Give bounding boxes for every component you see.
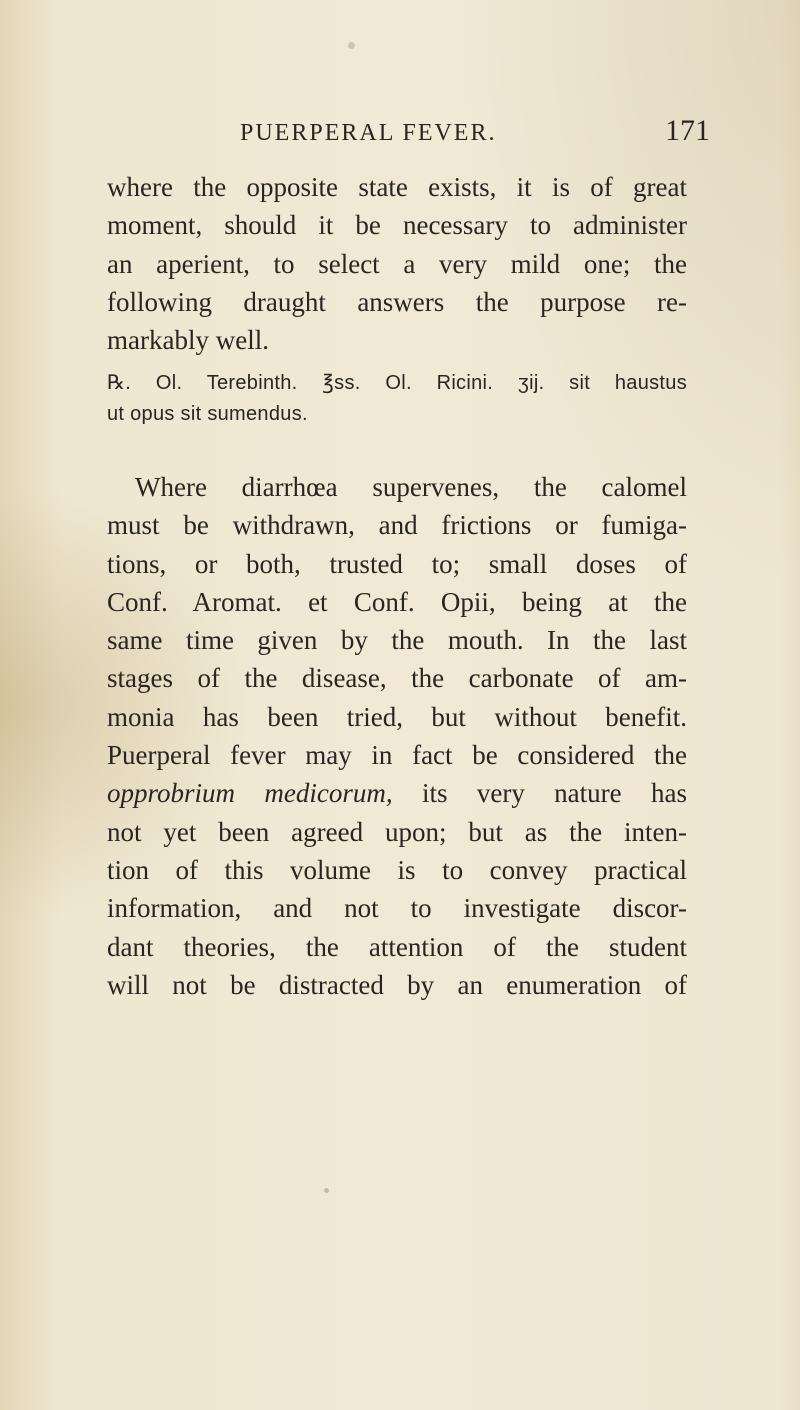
text-fragment: its very nature has <box>392 778 687 809</box>
page-number: 171 <box>665 114 710 147</box>
prescription-line: ut opus sit sumendus. <box>107 403 308 425</box>
text-line: stages of the disease, the carbonate of am- <box>107 663 687 694</box>
paragraph-2 <box>107 468 687 1004</box>
text-line: will not be distracted by an enumeration of <box>107 969 687 1000</box>
text-line: where the opposite state exists, it is of great <box>107 172 687 202</box>
text-line: dant theories, the attention of the student <box>107 931 687 962</box>
text-line: Puerperal fever may in fact be considered the <box>107 740 687 771</box>
text-line: Where diarrhœa supervenes, the calomel <box>135 472 687 502</box>
text-line: markably well. <box>107 325 269 356</box>
ink-spot <box>348 42 355 49</box>
running-head: PUERPERAL FEVER. <box>240 120 497 146</box>
paragraph-1 <box>107 168 687 359</box>
text-line: moment, should it be necessary to administer <box>107 210 687 241</box>
text-line: information, and not to investigate discor- <box>107 893 687 924</box>
text-line: must be withdrawn, and frictions or fumiga- <box>107 510 687 541</box>
prescription-line: ℞. Ol. Terebinth. ℥ss. Ol. Ricini. ʒij. sit haustus <box>107 372 687 394</box>
text-line: tions, or both, trusted to; small doses of <box>107 548 687 579</box>
text-line: Conf. Aromat. et Conf. Opii, being at the <box>107 586 687 617</box>
italic-phrase: opprobrium medicorum, <box>107 778 393 809</box>
text-line: following draught answers the purpose re- <box>107 286 687 317</box>
text-line: not yet been agreed upon; but as the inten- <box>107 816 687 847</box>
text-line: tion of this volume is to convey practical <box>107 854 687 885</box>
text-line: same time given by the mouth. In the last <box>107 625 687 656</box>
text-line: an aperient, to select a very mild one; the <box>107 248 687 279</box>
ink-spot <box>324 1188 329 1193</box>
page-header <box>240 110 710 160</box>
text-line: monia has been tried, but without benefit. <box>107 701 687 732</box>
text-line <box>107 774 687 812</box>
prescription <box>107 368 687 430</box>
